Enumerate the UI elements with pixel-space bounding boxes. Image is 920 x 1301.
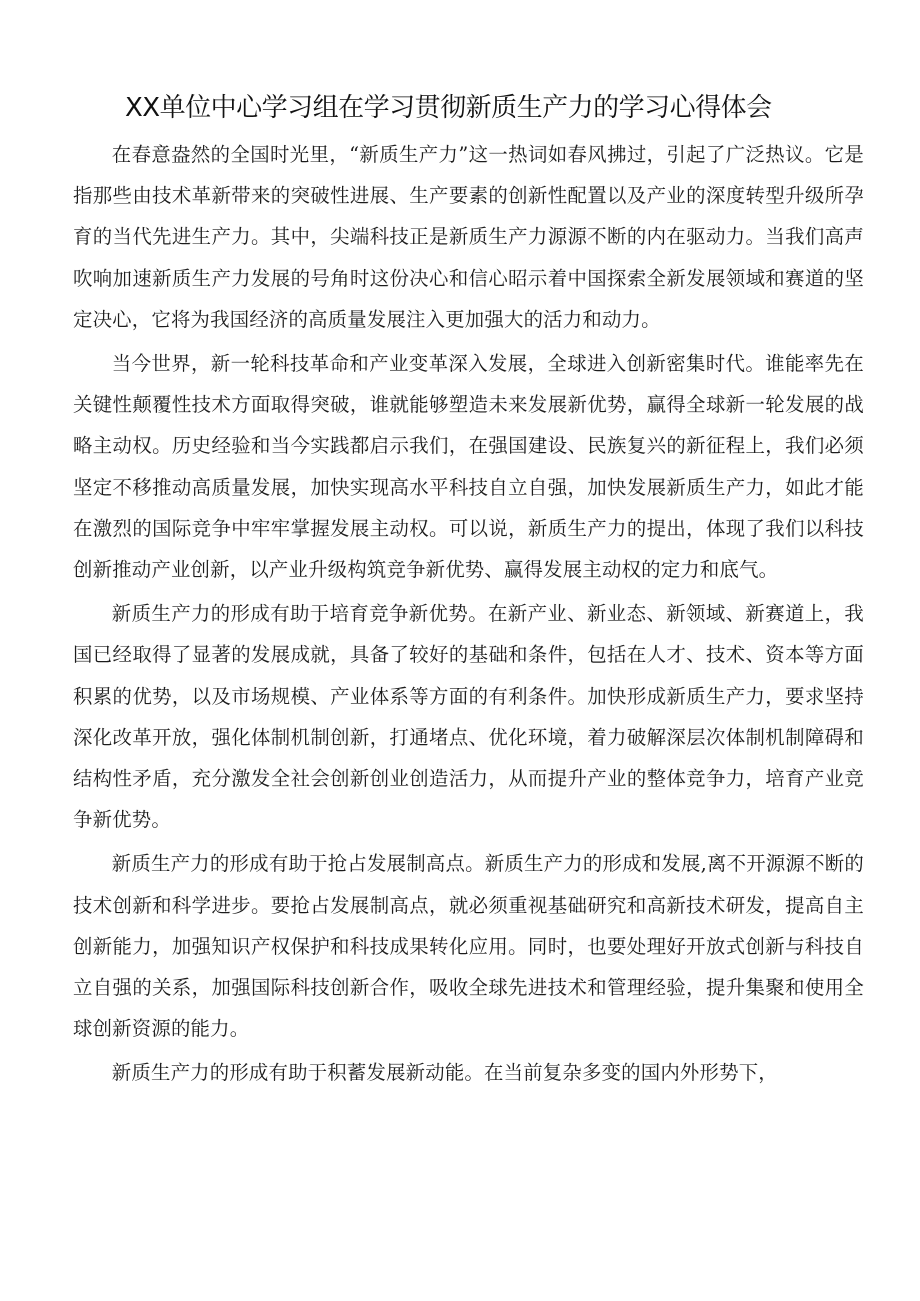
paragraph-2: 当今世界，新一轮科技革命和产业变革深入发展，全球进入创新密集时代。谁能率先在关键性颠覆性技术方面取得突破，谁就能够塑造未来发展新优势，赢得全球新一轮发展的战略主动权。历史经验和当今实践都启示我们，在强国建设、民族复兴的新征程上，我们必须坚定不移推动高质量发展，加快实现高水平科技自立自强，加快发展新质生产力，如此才能在激烈的国际竞争中牢牢掌握发展主动权。可以说，新质生产力的提出，体现了我们以科技创新推动产业创新，以产业升级构筑竞争新优势、赢得发展主动权的定力和底气。 — [73, 352, 864, 582]
paragraph-1: 在春意盎然的全国时光里，“新质生产力”这一热词如春风拂过，引起了广泛热议。它是指那些由技术革新带来的突破性进展、生产要素的创新性配置以及产业的深度转型升级所孕育的当代先进生产力。其中，尖端科技正是新质生产力源源不断的内在驱动力。当我们高声吹响加速新质生产力发展的号角时这份决心和信心昭示着中国探索全新发展领域和赛道的坚定决心，它将为我国经济的高质量发展注入更加强大的活力和动力。 — [73, 143, 864, 331]
paragraph-3: 新质生产力的形成有助于培育竞争新优势。在新产业、新业态、新领域、新赛道上，我国已经取得了显著的发展成就，具备了较好的基础和条件，包括在人才、技术、资本等方面积累的优势，以及市场规模、产业体系等方面的有利条件。加快形成新质生产力，要求坚持深化改革开放，强化体制机制创新，打通堵点、优化环境，着力破解深层次体制机制障碍和结构性矛盾，充分激发全社会创新创业创造活力，从而提升产业的整体竞争力，培育产业竞争新优势。 — [73, 602, 864, 832]
paragraph-4: 新质生产力的形成有助于抢占发展制高点。新质生产力的形成和发展,离不开源源不断的技术创新和科学进步。要抢占发展制高点，就必须重视基础研究和高新技术研发，提高自主创新能力，加强知识产权保护和科技成果转化应用。同时，也要处理好开放式创新与科技自立自强的关系，加强国际科技创新合作，吸收全球先进技术和管理经验，提升集聚和使用全球创新资源的能力。 — [73, 852, 864, 1041]
paragraph-5: 新质生产力的形成有助于积蓄发展新动能。在当前复杂多变的国内外形势下， — [111, 1061, 778, 1085]
document-title: XX单位中心学习组在学习贯彻新质生产力的学习心得体会 — [125, 93, 772, 123]
